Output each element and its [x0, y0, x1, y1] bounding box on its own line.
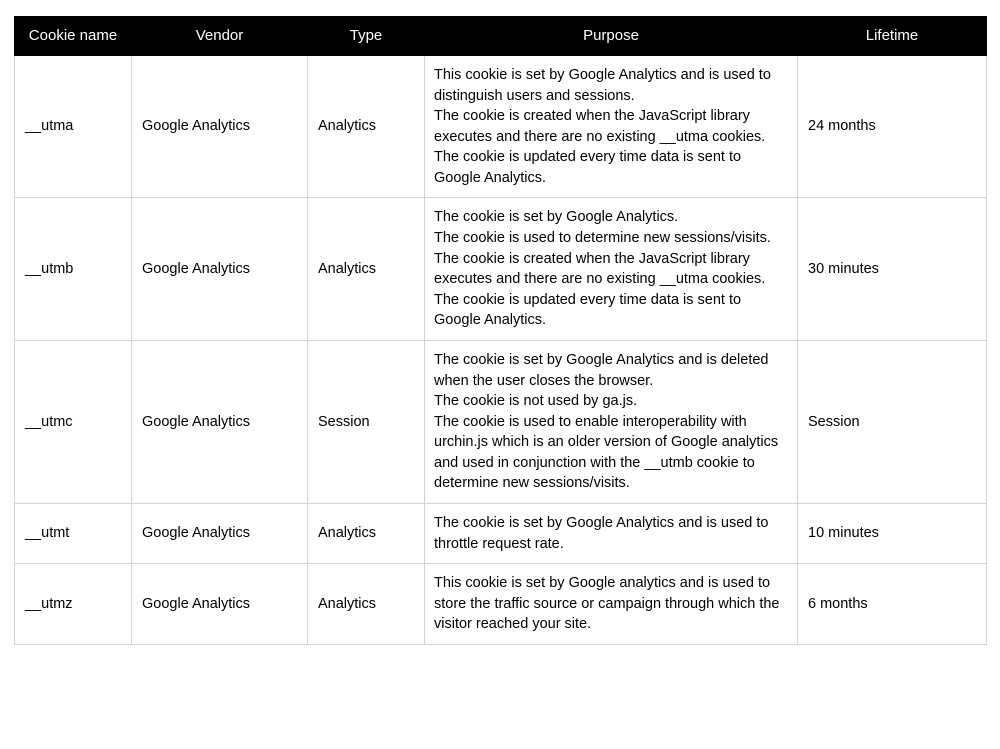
- purpose-line: This cookie is set by Google Analytics and is used to distinguish users and sessions.: [434, 67, 771, 104]
- table-row: [15, 198, 987, 340]
- cell-purpose: [425, 564, 798, 645]
- table-row: [15, 503, 987, 563]
- cell-type: Analytics: [308, 56, 425, 198]
- purpose-line: The cookie is used to enable interoperability with urchin.js which is an older version of Google analytics and used in conjunction with the __utmb cookie to determine new sessions/visits.: [434, 413, 779, 492]
- purpose-line: The cookie is updated every time data is sent to Google Analytics.: [434, 291, 742, 329]
- cell-cookie-name: __utma: [15, 56, 132, 198]
- cell-vendor: Google Analytics: [132, 56, 308, 198]
- cell-cookie-name: __utmc: [15, 340, 132, 503]
- cell-type: Analytics: [308, 198, 425, 340]
- cell-cookie-name: __utmb: [15, 198, 132, 340]
- column-header-purpose: Purpose: [425, 17, 798, 56]
- cell-type: Session: [308, 340, 425, 503]
- table-body: [15, 56, 987, 645]
- purpose-line: The cookie is set by Google Analytics.: [434, 209, 679, 226]
- column-header-vendor: Vendor: [132, 17, 308, 56]
- column-header-cookie-name: Cookie name: [15, 17, 132, 56]
- cell-purpose: [425, 198, 798, 340]
- table-row: [15, 56, 987, 198]
- cell-vendor: Google Analytics: [132, 564, 308, 645]
- cell-lifetime: 10 minutes: [798, 503, 987, 563]
- column-header-type: Type: [308, 17, 425, 56]
- cell-type: Analytics: [308, 503, 425, 563]
- purpose-line: The cookie is updated every time data is sent to Google Analytics.: [434, 149, 742, 186]
- cell-purpose: [425, 503, 798, 563]
- cell-vendor: Google Analytics: [132, 503, 308, 563]
- column-header-lifetime: Lifetime: [798, 17, 987, 56]
- cell-vendor: Google Analytics: [132, 340, 308, 503]
- purpose-line: The cookie is created when the JavaScript library executes and there are no existing __utma cookies.: [434, 250, 766, 288]
- purpose-line: The cookie is created when the JavaScript library executes and there are no existing __utma cookies.: [434, 108, 766, 145]
- cell-type: Analytics: [308, 564, 425, 645]
- table-row: [15, 340, 987, 503]
- cell-purpose: [425, 340, 798, 503]
- purpose-line: The cookie is set by Google Analytics and is used to throttle request rate.: [434, 514, 769, 552]
- purpose-line: The cookie is not used by ga.js.: [434, 393, 638, 410]
- purpose-line: The cookie is set by Google Analytics and is deleted when the user closes the browser.: [434, 351, 769, 389]
- cell-lifetime: 24 months: [798, 56, 987, 198]
- table-header-row: [15, 17, 987, 56]
- purpose-line: This cookie is set by Google analytics and is used to store the traffic source or campaign through which the visitor reached your site.: [434, 575, 780, 633]
- cell-lifetime: Session: [798, 340, 987, 503]
- table-row: [15, 564, 987, 645]
- cell-vendor: Google Analytics: [132, 198, 308, 340]
- cell-purpose: [425, 56, 798, 198]
- cell-lifetime: 30 minutes: [798, 198, 987, 340]
- cookie-table: [14, 16, 987, 645]
- cell-lifetime: 6 months: [798, 564, 987, 645]
- purpose-line: The cookie is used to determine new sessions/visits.: [434, 230, 771, 247]
- table-header: [15, 17, 987, 56]
- cell-cookie-name: __utmz: [15, 564, 132, 645]
- cell-cookie-name: __utmt: [15, 503, 132, 563]
